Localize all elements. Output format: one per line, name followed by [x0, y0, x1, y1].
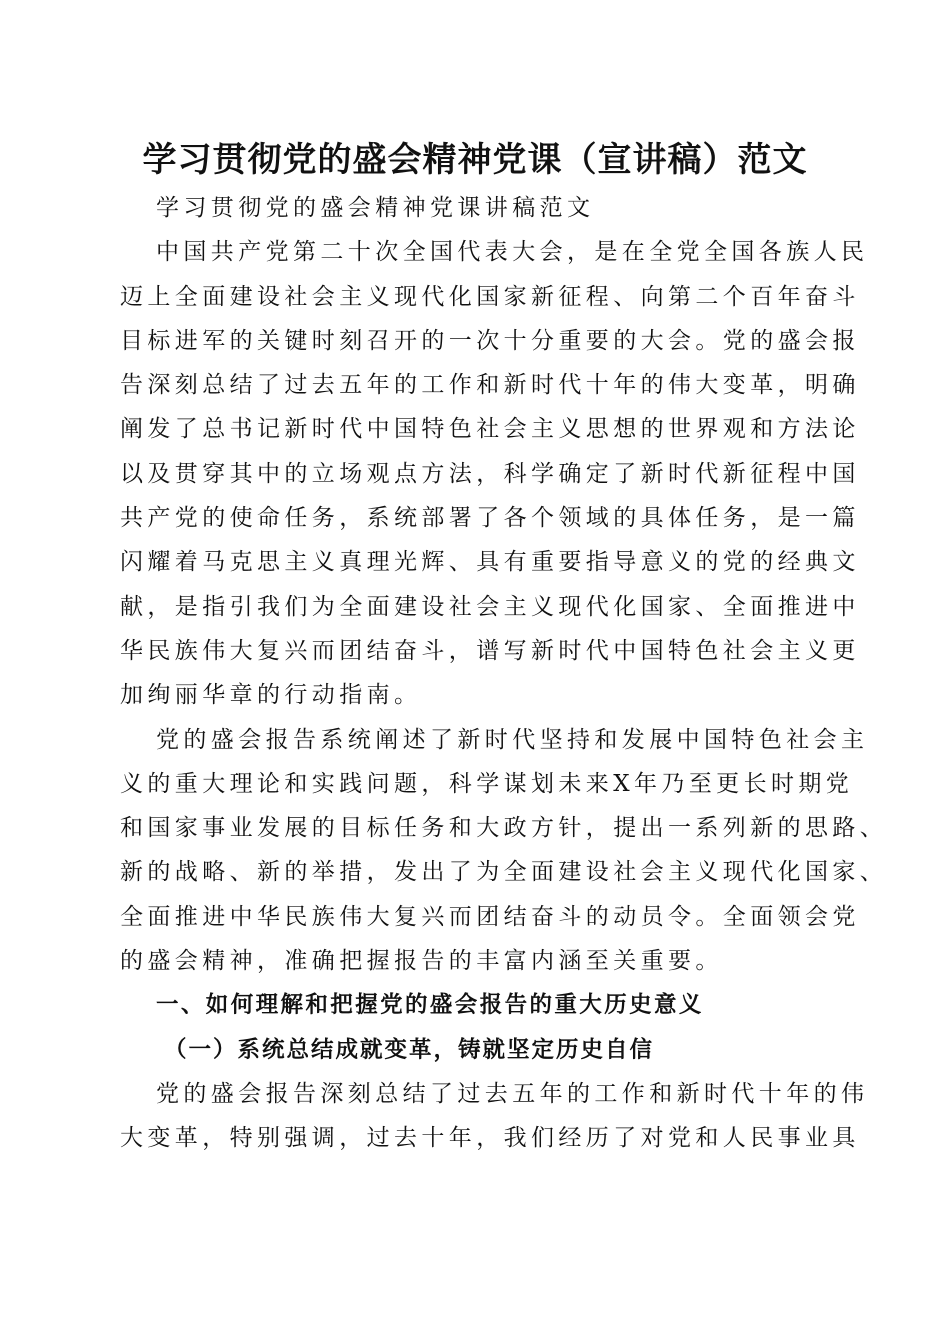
paragraph-line: 义的重大理论和实践问题，科学谋划未来X年乃至更长时期党 [120, 770, 854, 797]
paragraph-line: 告深刻总结了过去五年的工作和新时代十年的伟大变革，明确 [120, 372, 860, 399]
paragraph-line: 闪耀着马克思主义真理光辉、具有重要指导意义的党的经典文 [120, 549, 860, 576]
paragraph-line: 目标进军的关键时刻召开的一次十分重要的大会。党的盛会报 [120, 327, 860, 354]
paragraph-line: 党的盛会报告系统阐述了新时代坚持和发展中国特色社会主 [156, 726, 869, 753]
paragraph-line: 华民族伟大复兴而团结奋斗，谱写新时代中国特色社会主义更 [120, 637, 860, 664]
paragraph-line: 阐发了总书记新时代中国特色社会主义思想的世界观和方法论 [120, 416, 860, 443]
paragraph-line: 共产党的使命任务，系统部署了各个领域的具体任务，是一篇 [120, 505, 860, 532]
paragraph-line: 新的战略、新的举措，发出了为全面建设社会主义现代化国家、 [120, 859, 888, 886]
paragraph-line: 以及贯穿其中的立场观点方法，科学确定了新时代新征程中国 [120, 460, 860, 487]
paragraph-2 [120, 718, 888, 984]
subsection-heading: （一）系统总结成就变革，铸就坚定历史自信 [164, 1036, 655, 1063]
subtitle-line: 学习贯彻党的盛会精神党课讲稿范文 [156, 195, 595, 221]
paragraph-line: 中国共产党第二十次全国代表大会，是在全党全国各族人民 [156, 239, 869, 266]
document-body [120, 186, 888, 1161]
paragraph-line: 献，是指引我们为全面建设社会主义现代化国家、全面推进中 [120, 593, 860, 620]
paragraph-line: 全面推进中华民族伟大复兴而团结奋斗的动员令。全面领会党 [120, 903, 860, 930]
paragraph-line: 党的盛会报告深刻总结了过去五年的工作和新时代十年的伟 [156, 1080, 869, 1107]
paragraph-line: 加绚丽华章的行动指南。 [120, 682, 422, 709]
paragraph-line: 的盛会精神，准确把握报告的丰富内涵至关重要。 [120, 948, 723, 975]
paragraph-line: 和国家事业发展的目标任务和大政方针，提出一系列新的思路、 [120, 815, 888, 842]
paragraph-line: 大变革，特别强调，过去十年，我们经历了对党和人民事业具 [120, 1125, 860, 1152]
section-heading: 一、如何理解和把握党的盛会报告的重大历史意义 [156, 992, 704, 1019]
document-title: 学习贯彻党的盛会精神党课（宣讲稿）范文 [142, 140, 808, 180]
paragraph-line: 迈上全面建设社会主义现代化国家新征程、向第二个百年奋斗 [120, 283, 860, 310]
paragraph-1 [120, 230, 869, 717]
paragraph-3 [120, 1072, 869, 1161]
